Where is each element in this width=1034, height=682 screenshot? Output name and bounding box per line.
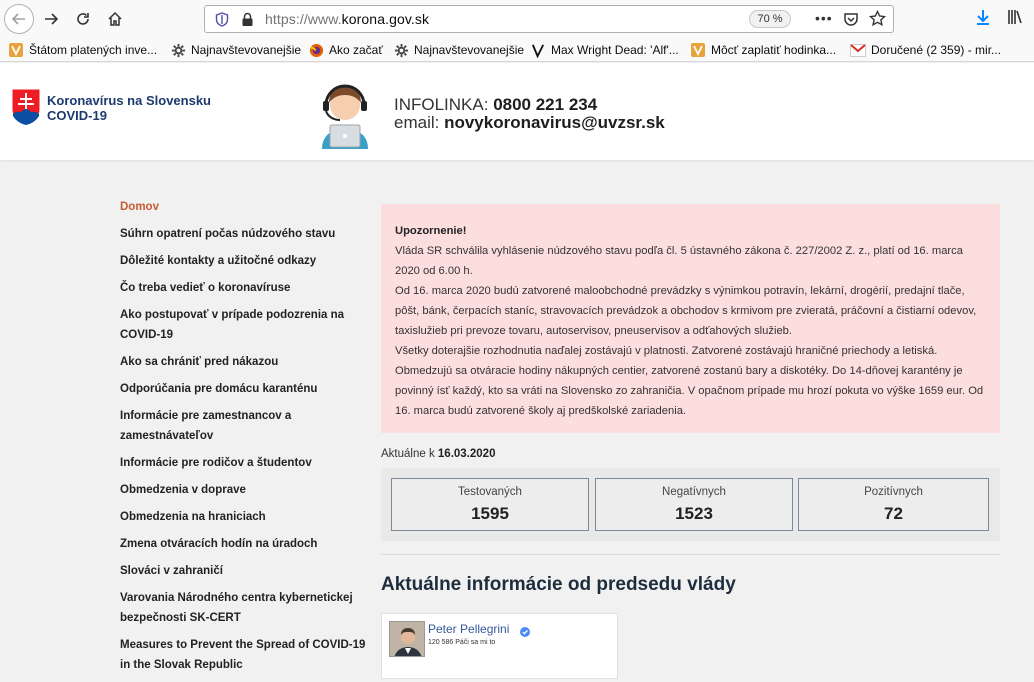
sidebar-item-about-coronavirus[interactable]: Čo treba vedieť o koronavíruse — [120, 282, 291, 294]
tracking-shield-icon[interactable] — [215, 12, 229, 32]
lock-icon[interactable] — [241, 12, 254, 32]
sidebar-item-sk-cert[interactable]: Varovania Národného centra kybernetickej bezpečnosti SK-CERT — [120, 592, 353, 624]
site-header — [0, 63, 1034, 160]
facebook-page-card[interactable] — [381, 613, 618, 679]
v-logo-icon — [530, 42, 546, 58]
home-button[interactable] — [100, 4, 130, 34]
alert-paragraph: Všetky doterajšie rozhodnutia naďalej zostávajú v platnosti. Zatvorené zostávajú hraničné priechody a letiská. Obmedzujú sa otváracie hodiny nákupných centier, zatvorené zostanú bary a diskotéky. Do 14-dňovej karantény je povinný ísť každý, kto sa vráti na Slovensko zo zahraničia. V opačnom prípade mu hrozí pokuta vo výške 1659 eur. Od 16. marca budú zatvorené školy aj predškolské zariadenia. — [395, 345, 984, 417]
sidebar-item-english[interactable]: Measures to Prevent the Spread of COVID-19 in the Slovak Republic — [120, 639, 366, 671]
bookmark-item[interactable]: Štátom platených inve... — [8, 41, 157, 59]
url-text[interactable]: https://www.korona.gov.sk — [265, 11, 430, 27]
sidebar-item-transport[interactable]: Obmedzenia v doprave — [120, 484, 246, 496]
site-title[interactable]: Koronavírus na Slovensku COVID-19 — [47, 93, 211, 123]
bookmark-item[interactable]: Max Wright Dead: 'Alf'... — [530, 41, 679, 59]
alert-paragraph: Vláda SR schválila vyhlásenie núdzového stavu podľa čl. 5 ústavného zákona č. 227/2002 Z. z., platí od 16. marca 2020 od 6.00 h. — [395, 245, 963, 277]
section-divider — [381, 554, 1000, 555]
address-bar[interactable] — [204, 5, 894, 33]
bookmark-orange-icon — [690, 42, 706, 58]
sidebar-item-parents-students[interactable]: Informácie pre rodičov a študentov — [120, 457, 312, 469]
sidebar-item-employees[interactable]: Informácie pre zamestnancov a zamestnávateľov — [120, 410, 292, 442]
emergency-alert — [381, 204, 1000, 433]
avatar[interactable] — [389, 621, 425, 657]
gear-icon — [393, 42, 409, 58]
call-center-agent-icon — [314, 75, 376, 154]
news-heading: Aktuálne informácie od predsedu vlády — [381, 574, 736, 595]
stat-positive: Pozitívnych 72 — [798, 478, 989, 531]
page-actions-menu-icon[interactable]: ••• — [815, 10, 833, 26]
forward-button[interactable] — [36, 4, 66, 34]
sidebar-item-protection[interactable]: Ako sa chrániť pred nákazou — [120, 356, 279, 368]
contact-info — [394, 96, 665, 132]
sidebar-item-quarantine[interactable]: Odporúčania pre domácu karanténu — [120, 383, 318, 395]
stat-negative: Negatívnych 1523 — [595, 478, 793, 531]
browser-toolbar — [0, 0, 1034, 38]
alert-paragraph: Od 16. marca 2020 budú zatvorené maloobchodné prevádzky s výnimkou potravín, lekární, drogérií, predajní tlače, pôšt, bánk, čerpacích staníc, stravovacích prevádzok a obchodov s krmivom pre zvieratá, práčovní a čistiarní odevov, taxislužieb pri prevoze tovaru, autoservisov, pneuservisov a odťahových služieb. — [395, 285, 977, 337]
facebook-likes-count: 120 586 Páči sa mi to — [428, 639, 496, 646]
sidebar-item-domov[interactable]: Domov — [120, 201, 159, 213]
bookmark-item[interactable]: Najnavštevovanejšie — [393, 41, 524, 59]
verified-badge-icon — [520, 624, 530, 642]
alert-title: Upozornenie! — [395, 225, 467, 237]
reload-button[interactable] — [68, 4, 98, 34]
arrow-left-icon — [11, 11, 27, 27]
sidebar-item-abroad[interactable]: Slováci v zahraničí — [120, 565, 223, 577]
sidebar-item-summary-measures[interactable]: Súhrn opatrení počas núdzového stavu — [120, 228, 336, 240]
infoline[interactable]: INFOLINKA: 0800 221 234 — [394, 95, 598, 114]
sidebar-nav — [120, 197, 370, 682]
library-icon[interactable] — [1006, 8, 1024, 31]
updated-date: Aktuálne k 16.03.2020 — [381, 448, 496, 460]
firefox-icon — [308, 42, 324, 58]
bookmark-item[interactable]: Ako začať — [308, 41, 383, 59]
pocket-icon[interactable] — [843, 11, 859, 32]
zoom-level-badge[interactable]: 70 % — [749, 10, 791, 28]
sidebar-item-borders[interactable]: Obmedzenia na hraniciach — [120, 511, 266, 523]
home-icon — [107, 11, 123, 27]
arrow-right-icon — [43, 11, 59, 27]
gmail-icon — [850, 42, 866, 58]
reload-icon — [75, 11, 91, 27]
bookmark-item[interactable]: Doručené (2 359) - mir... — [850, 41, 1001, 59]
bookmark-orange-icon — [8, 42, 24, 58]
download-icon[interactable] — [974, 8, 992, 31]
facebook-page-name[interactable]: Peter Pellegrini — [428, 622, 510, 636]
sidebar-item-contacts[interactable]: Dôležité kontakty a užitočné odkazy — [120, 255, 317, 267]
back-button[interactable] — [4, 4, 34, 34]
bookmarks-toolbar — [0, 38, 1034, 62]
gear-icon — [170, 42, 186, 58]
contact-email[interactable]: email: novykoronavirus@uvzsr.sk — [394, 113, 665, 132]
sidebar-item-office-hours[interactable]: Zmena otváracích hodín na úradoch — [120, 538, 318, 550]
sidebar-item-suspicion[interactable]: Ako postupovať v prípade podozrenia na COVID-19 — [120, 309, 345, 341]
bookmark-star-icon[interactable] — [869, 10, 886, 32]
stats-panel — [381, 468, 1000, 541]
stat-tested: Testovaných 1595 — [391, 478, 589, 531]
slovak-crest-icon[interactable] — [11, 88, 41, 131]
bookmark-item[interactable]: Najnavštevovanejšie — [170, 41, 301, 59]
bookmark-item[interactable]: Môcť zaplatiť hodinka... — [690, 41, 836, 59]
